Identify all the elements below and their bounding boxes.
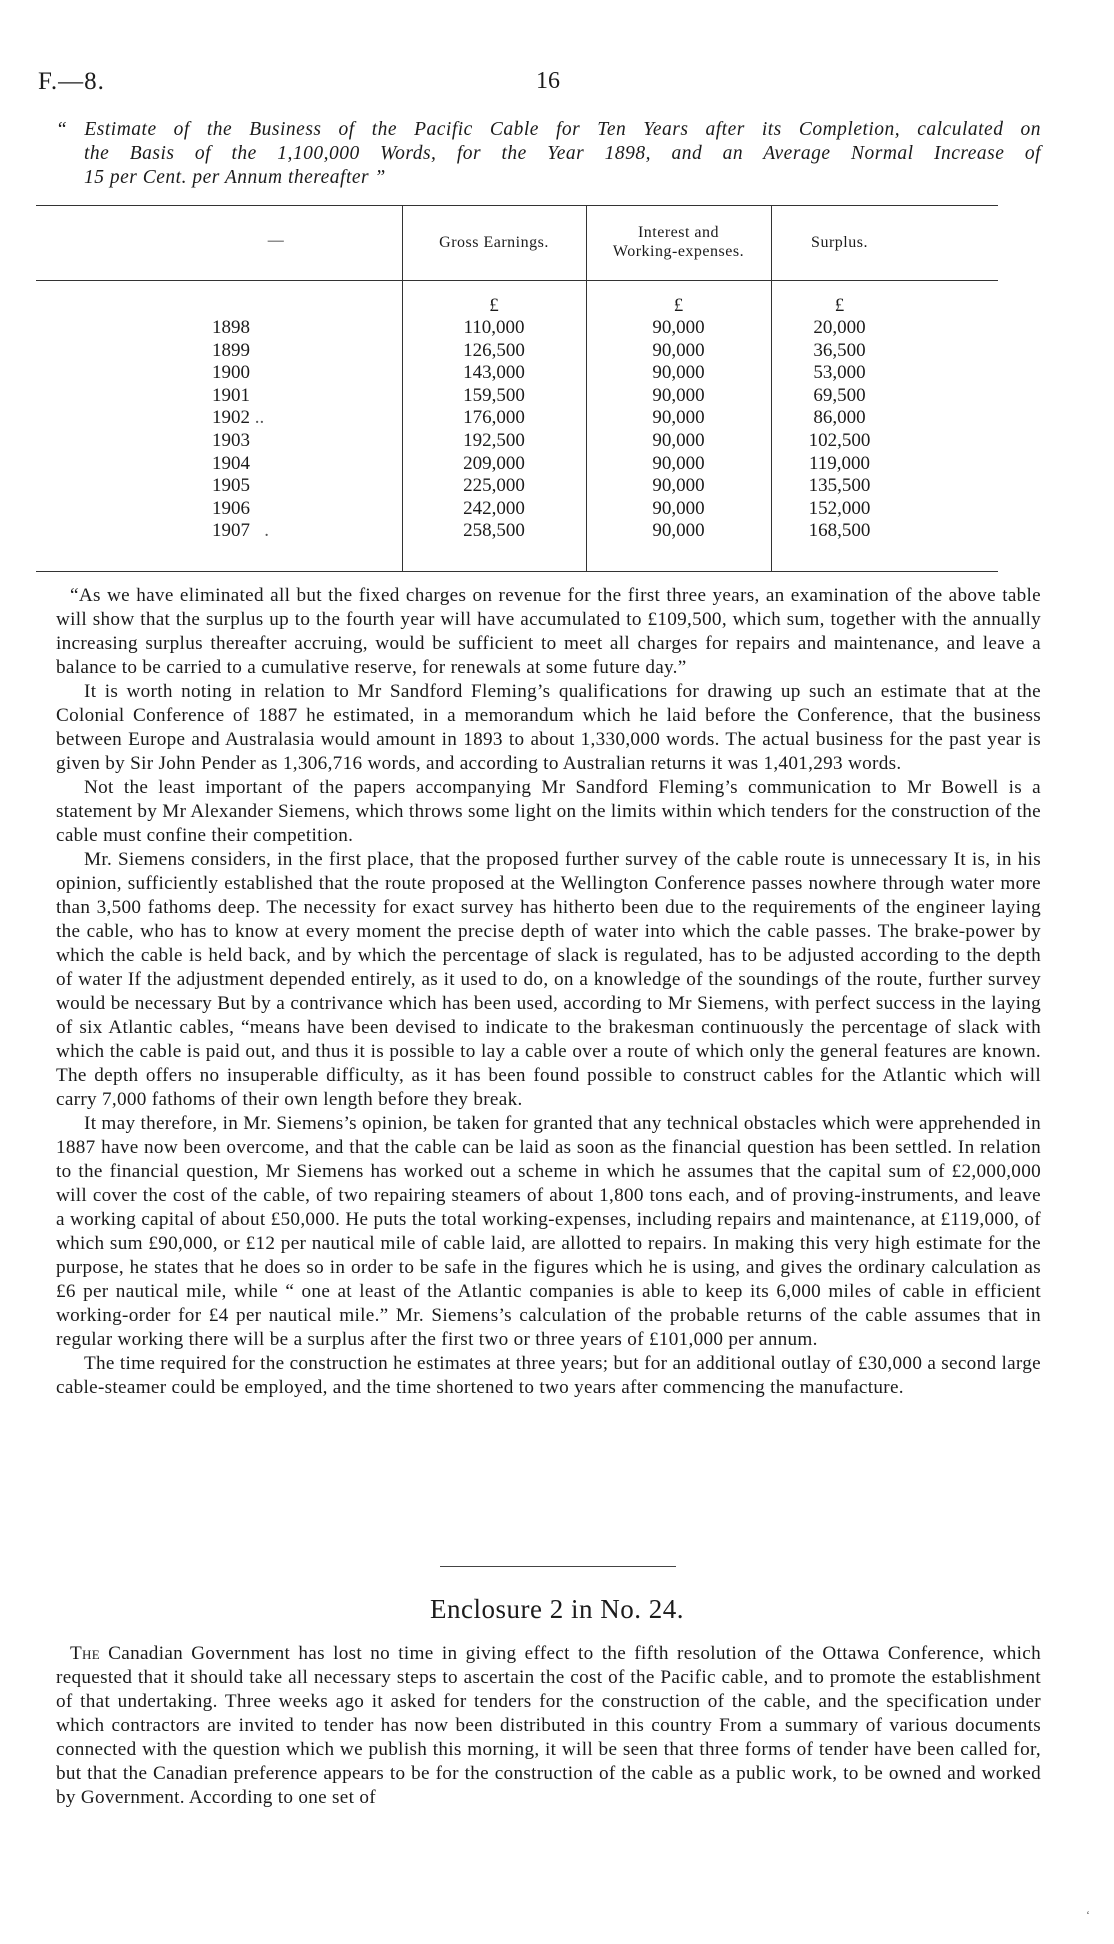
surplus-cell: 152,000 <box>808 497 871 519</box>
enclosure-paragraph-text: Canadian Government has lost no time in giving effect to the fifth resolution of the Ottawa Conference, which requested that it should take all necessary steps to ascertain the cost of the Pacific cable, and to promote the establishment of that undertaking. Three weeks ago it asked for tenders for the construction of the cable, and the specification under which contractors are invited to tender has now been distributed in this country From a summary of various documents connected with the question which we publish this morning, it will be seen that three forms of tender have been called for, but that the Canadian preference appears to be for the construction of the cable as a public work, to be owned and worked by Government. According to one set of <box>56 1643 1041 1808</box>
gross-cell: 143,000 <box>463 362 525 384</box>
paragraph: It is worth noting in relation to Mr Sandford Fleming’s qualifications for drawing up such an estimate that at the Colonial Conference of 1887 he estimated, in a memorandum which he laid before the Conference, that the business between Europe and Australasia would amount in 1893 to about 1,330,000 words. The actual business for the past year is given by Sir John Pender as 1,306,716 words, and according to Australian returns it was 1,401,293 words. <box>56 681 1041 774</box>
estimate-table <box>168 205 908 571</box>
gross-earnings-column <box>402 317 586 543</box>
gross-cell: 159,500 <box>463 384 525 406</box>
year-cell: 1905 <box>212 475 250 497</box>
year-cell: 1902 .. <box>212 407 265 429</box>
header-year: — <box>267 232 285 249</box>
surplus-cell: 86,000 <box>813 407 866 429</box>
interest-cell: 90,000 <box>652 429 705 451</box>
year-cell: 1903 <box>212 429 250 451</box>
surplus-cell: 168,500 <box>808 520 871 542</box>
interest-cell: 90,000 <box>652 384 705 406</box>
estimate-title <box>56 118 1041 190</box>
year-column <box>212 317 392 543</box>
currency-symbol: £ <box>489 295 499 316</box>
interest-cell: 90,000 <box>652 339 705 361</box>
header-interest-line-1: Interest and <box>637 224 720 241</box>
body-text <box>56 584 1041 1400</box>
gross-cell: 176,000 <box>463 407 525 429</box>
section-separator <box>440 1566 676 1567</box>
gross-cell: 225,000 <box>463 475 525 497</box>
paragraph: “As we have eliminated all but the fixed charges on revenue for the first three years, an examination of the above table will show that the surplus up to the fourth year will have accumulated to £109,500, which sum, together with the annually increasing surplus thereafter accruing, would be sufficient to meet all charges for repairs and maintenance, and leave a balance to be carried to a cumulative reserve, for renewals at some future day.” <box>56 585 1041 678</box>
year-cell: 1898 <box>212 317 250 338</box>
interest-cell: 90,000 <box>652 407 705 429</box>
interest-column <box>586 317 771 543</box>
currency-symbol: £ <box>834 295 845 316</box>
interest-cell: 90,000 <box>652 475 705 497</box>
surplus-cell: 135,500 <box>808 475 871 497</box>
surplus-column <box>771 317 908 543</box>
enclosure-heading: Enclosure 2 in No. 24. <box>430 1594 684 1624</box>
surplus-cell: 119,000 <box>808 452 871 474</box>
estimate-title-line-2: the Basis of the 1,100,000 Words, for the Year 1898, and an Average Normal Increase of <box>84 143 1041 164</box>
gross-cell: 209,000 <box>463 452 525 474</box>
surplus-cell: 102,500 <box>808 429 871 451</box>
year-cell: 1899 <box>212 339 250 361</box>
header-gross-earnings: Gross Earnings. <box>439 234 549 251</box>
enclosure-first-word: The <box>70 1643 100 1664</box>
year-cell: 1904 <box>212 452 250 474</box>
surplus-cell: 69,500 <box>813 384 866 406</box>
header-interest-line-2: Working-expenses. <box>612 243 745 260</box>
year-cell: 1907 . <box>212 520 269 542</box>
margin-mark: ‘ <box>1086 1908 1090 1922</box>
paragraph: Not the least important of the papers accompanying Mr Sandford Fleming’s communication to Mr Bowell is a statement by Mr Alexander Siemens, which throws some light on the limits within which tenders for the construction of the cable must confine their competition. <box>56 777 1041 846</box>
enclosure-text <box>56 1642 1041 1810</box>
surplus-cell: 36,500 <box>813 339 866 361</box>
interest-cell: 90,000 <box>652 317 705 338</box>
table-header-rule <box>36 280 998 281</box>
header-surplus: Surplus. <box>811 234 868 251</box>
interest-cell: 90,000 <box>652 362 705 384</box>
paragraph: Mr. Siemens considers, in the first place, that the proposed further survey of the cable route is unnecessary It is, in his opinion, sufficiently established that the route proposed at the Wellington Conference passes nowhere through water more than 3,500 fathoms deep. The necessity for exact survey has hitherto been due to the requirements of the engineer laying the cable, who has to know at every moment the precise depth of water into which the cable passes. The brake-power by which the cable is held back, and by which the percentage of slack is regulated, has to be adjusted according to the depth of water If the adjustment depended entirely, as it used to do, on a knowledge of the soundings of the route, further survey would be necessary But by a contrivance which has been used, according to Mr Siemens, with perfect success in the laying of six Atlantic cables, “means have been devised to indicate to the brakesman continuously the percentage of slack with which the cable is paid out, and thus it is possible to lay a cable over a route of which only the general features are known. The depth offers no insuperable difficulty, as it has been found possible to construct cables for the Atlantic which will carry 7,000 fathoms of their own length before they break. <box>56 849 1041 1110</box>
interest-cell: 90,000 <box>652 520 705 542</box>
estimate-title-line-1: “ Estimate of the Business of the Pacific Cable for Ten Years after its Completion, calculated on <box>56 119 1041 140</box>
page-number: 16 <box>536 68 560 94</box>
paragraph: The time required for the construction he estimates at three years; but for an additional outlay of £30,000 a second large cable-steamer could be employed, and the time shortened to two years after commencing the manufacture. <box>56 1353 1041 1398</box>
table-top-rule <box>36 205 998 206</box>
gross-cell: 110,000 <box>463 317 525 338</box>
year-cell: 1906 <box>212 497 250 519</box>
year-cell: 1901 <box>212 384 250 406</box>
table-bottom-rule <box>36 571 998 572</box>
gross-cell: 258,500 <box>463 520 525 542</box>
header-interest <box>586 223 771 261</box>
currency-symbol: £ <box>673 295 684 316</box>
surplus-cell: 53,000 <box>813 362 866 384</box>
paragraph: It may therefore, in Mr. Siemens’s opinion, be taken for granted that any technical obstacles which were apprehended in 1887 have now been overcome, and that the cable can be laid as soon as the financial question has been settled. In relation to the financial question, Mr Siemens has worked out a scheme in which he assumes that the capital sum of £2,000,000 will cover the cost of the cable, of two repairing steamers of about 1,800 tons each, and of proving-instruments, and leave a working capital of about £50,000. He puts the total working-expenses, including repairs and maintenance, at £119,000, of which sum £90,000, or £12 per nautical mile of cable laid, are allotted to repairs. In making this very high estimate for the purpose, he states that he does so in order to be safe in the figures which he is using, and gives the ordinary calculation as £6 per nautical mile, while “ one at least of the Atlantic companies is able to keep its 6,000 miles of cable in efficient working-order for £4 per nautical mile.” Mr. Siemens’s calculation of the probable returns of the cable assumes that in regular working there will be a surplus after the first two or three years of £101,000 per annum. <box>56 1113 1041 1350</box>
estimate-title-line-3: 15 per Cent. per Annum thereafter ” <box>84 167 386 188</box>
interest-cell: 90,000 <box>652 452 705 474</box>
gross-cell: 126,500 <box>463 339 525 361</box>
year-cell: 1900 <box>212 362 250 384</box>
gross-cell: 242,000 <box>463 497 525 519</box>
surplus-cell: 20,000 <box>813 317 866 338</box>
interest-cell: 90,000 <box>652 497 705 519</box>
document-reference: F.—8. <box>38 68 105 95</box>
gross-cell: 192,500 <box>463 429 525 451</box>
enclosure-paragraph <box>56 1642 1041 1810</box>
